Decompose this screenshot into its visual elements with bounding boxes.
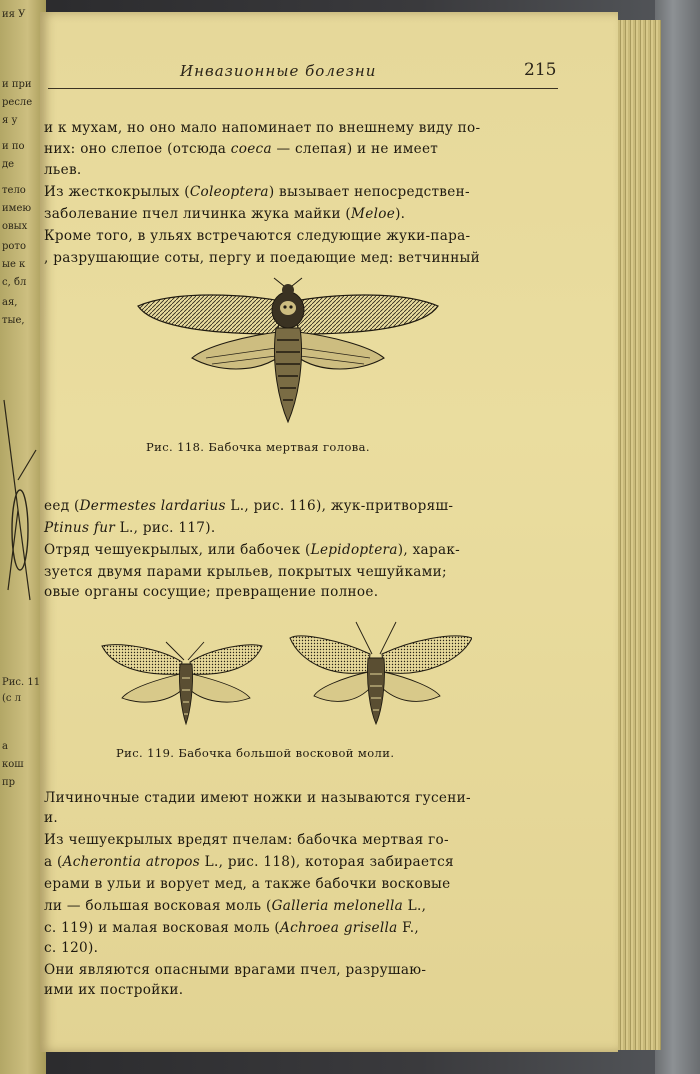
left-fragment: с, бл	[2, 277, 27, 288]
book-page	[40, 12, 618, 1052]
wax-moth-right	[290, 622, 472, 724]
text-line: , разрушающие соты, пергу и поедающие мед: ветчинный	[44, 250, 481, 266]
text-line: заболевание пчел личинка жука майки (Meloe).	[44, 206, 406, 222]
left-fragment: тело	[2, 185, 26, 196]
page-number: 215	[524, 60, 557, 80]
left-fragment: я у	[2, 115, 18, 126]
text-line: ли — большая восковая моль (Galleria melonella L.,	[44, 898, 427, 914]
left-fragment: (с л	[2, 693, 22, 704]
text-line: Из жесткокрылых (Coleoptera) вызывает непосредствен-	[44, 184, 470, 200]
left-fragment: а	[2, 741, 8, 752]
text-line: а (Acherontia atropos L., рис. 118), которая забирается	[44, 854, 454, 870]
left-fragment: кош	[2, 759, 24, 770]
text-line: еед (Dermestes lardarius L., рис. 116), жук-притворяш-	[44, 498, 454, 514]
text-line: овые органы сосущие; превращение полное.	[44, 584, 379, 600]
text-line: с. 119) и малая восковая моль (Achroea grisella F.,	[44, 920, 420, 936]
figure-118-caption: Рис. 118. Бабочка мертвая голова.	[146, 440, 370, 454]
text-line: Отряд чешуекрылых, или бабочек (Lepidoptera), харак-	[44, 542, 461, 558]
left-fragment: пр	[2, 777, 16, 788]
left-fragment: рото	[2, 241, 26, 252]
death-head-moth-illustration	[136, 276, 440, 426]
left-fragment: Рис. 11	[2, 677, 41, 688]
book-cover-edge	[655, 0, 700, 1074]
text-line: ерами в ульи и ворует мед, а также бабочки восковые	[44, 876, 451, 892]
text-line: Личиночные стадии имеют ножки и называются гусени-	[44, 790, 471, 806]
figure-119-caption: Рис. 119. Бабочка большой восковой моли.	[116, 746, 395, 760]
left-fragment: ресле	[2, 97, 33, 108]
left-fragment: и по	[2, 141, 25, 152]
left-insect-figure	[0, 390, 40, 630]
text-line: и к мухам, но оно мало напоминает по внешнему виду по-	[44, 120, 481, 136]
left-fragment: и при	[2, 79, 32, 90]
running-header: Инвазионные болезни	[180, 62, 377, 80]
text-line: и.	[44, 810, 58, 826]
left-fragment: де	[2, 159, 15, 170]
page-edges	[612, 20, 661, 1050]
left-fragment: имею	[2, 203, 32, 214]
text-line: ими их постройки.	[44, 982, 184, 998]
left-fragment: ия У	[2, 9, 26, 20]
text-line: Кроме того, в ульях встречаются следующие жуки-пара-	[44, 228, 471, 244]
left-fragment: ые к	[2, 259, 26, 270]
wax-moth-left	[102, 642, 262, 724]
text-line: Ptinus fur L., рис. 117).	[44, 520, 216, 536]
left-fragment: овых	[2, 221, 28, 232]
wax-moth-illustration	[100, 618, 472, 728]
text-line: с. 120).	[44, 940, 99, 956]
text-line: Из чешуекрылых вредят пчелам: бабочка мертвая го-	[44, 832, 449, 848]
text-line: зуется двумя парами крыльев, покрытых чешуйками;	[44, 564, 447, 580]
left-fragment: ая,	[2, 297, 18, 308]
text-line: Они являются опасными врагами пчел, разрушаю-	[44, 962, 427, 978]
text-line: льев.	[44, 162, 82, 178]
header-rule	[48, 88, 558, 89]
left-fragment: тые,	[2, 315, 25, 326]
text-line: них: оно слепое (отсюда coeca — слепая) и не имеет	[44, 141, 439, 157]
